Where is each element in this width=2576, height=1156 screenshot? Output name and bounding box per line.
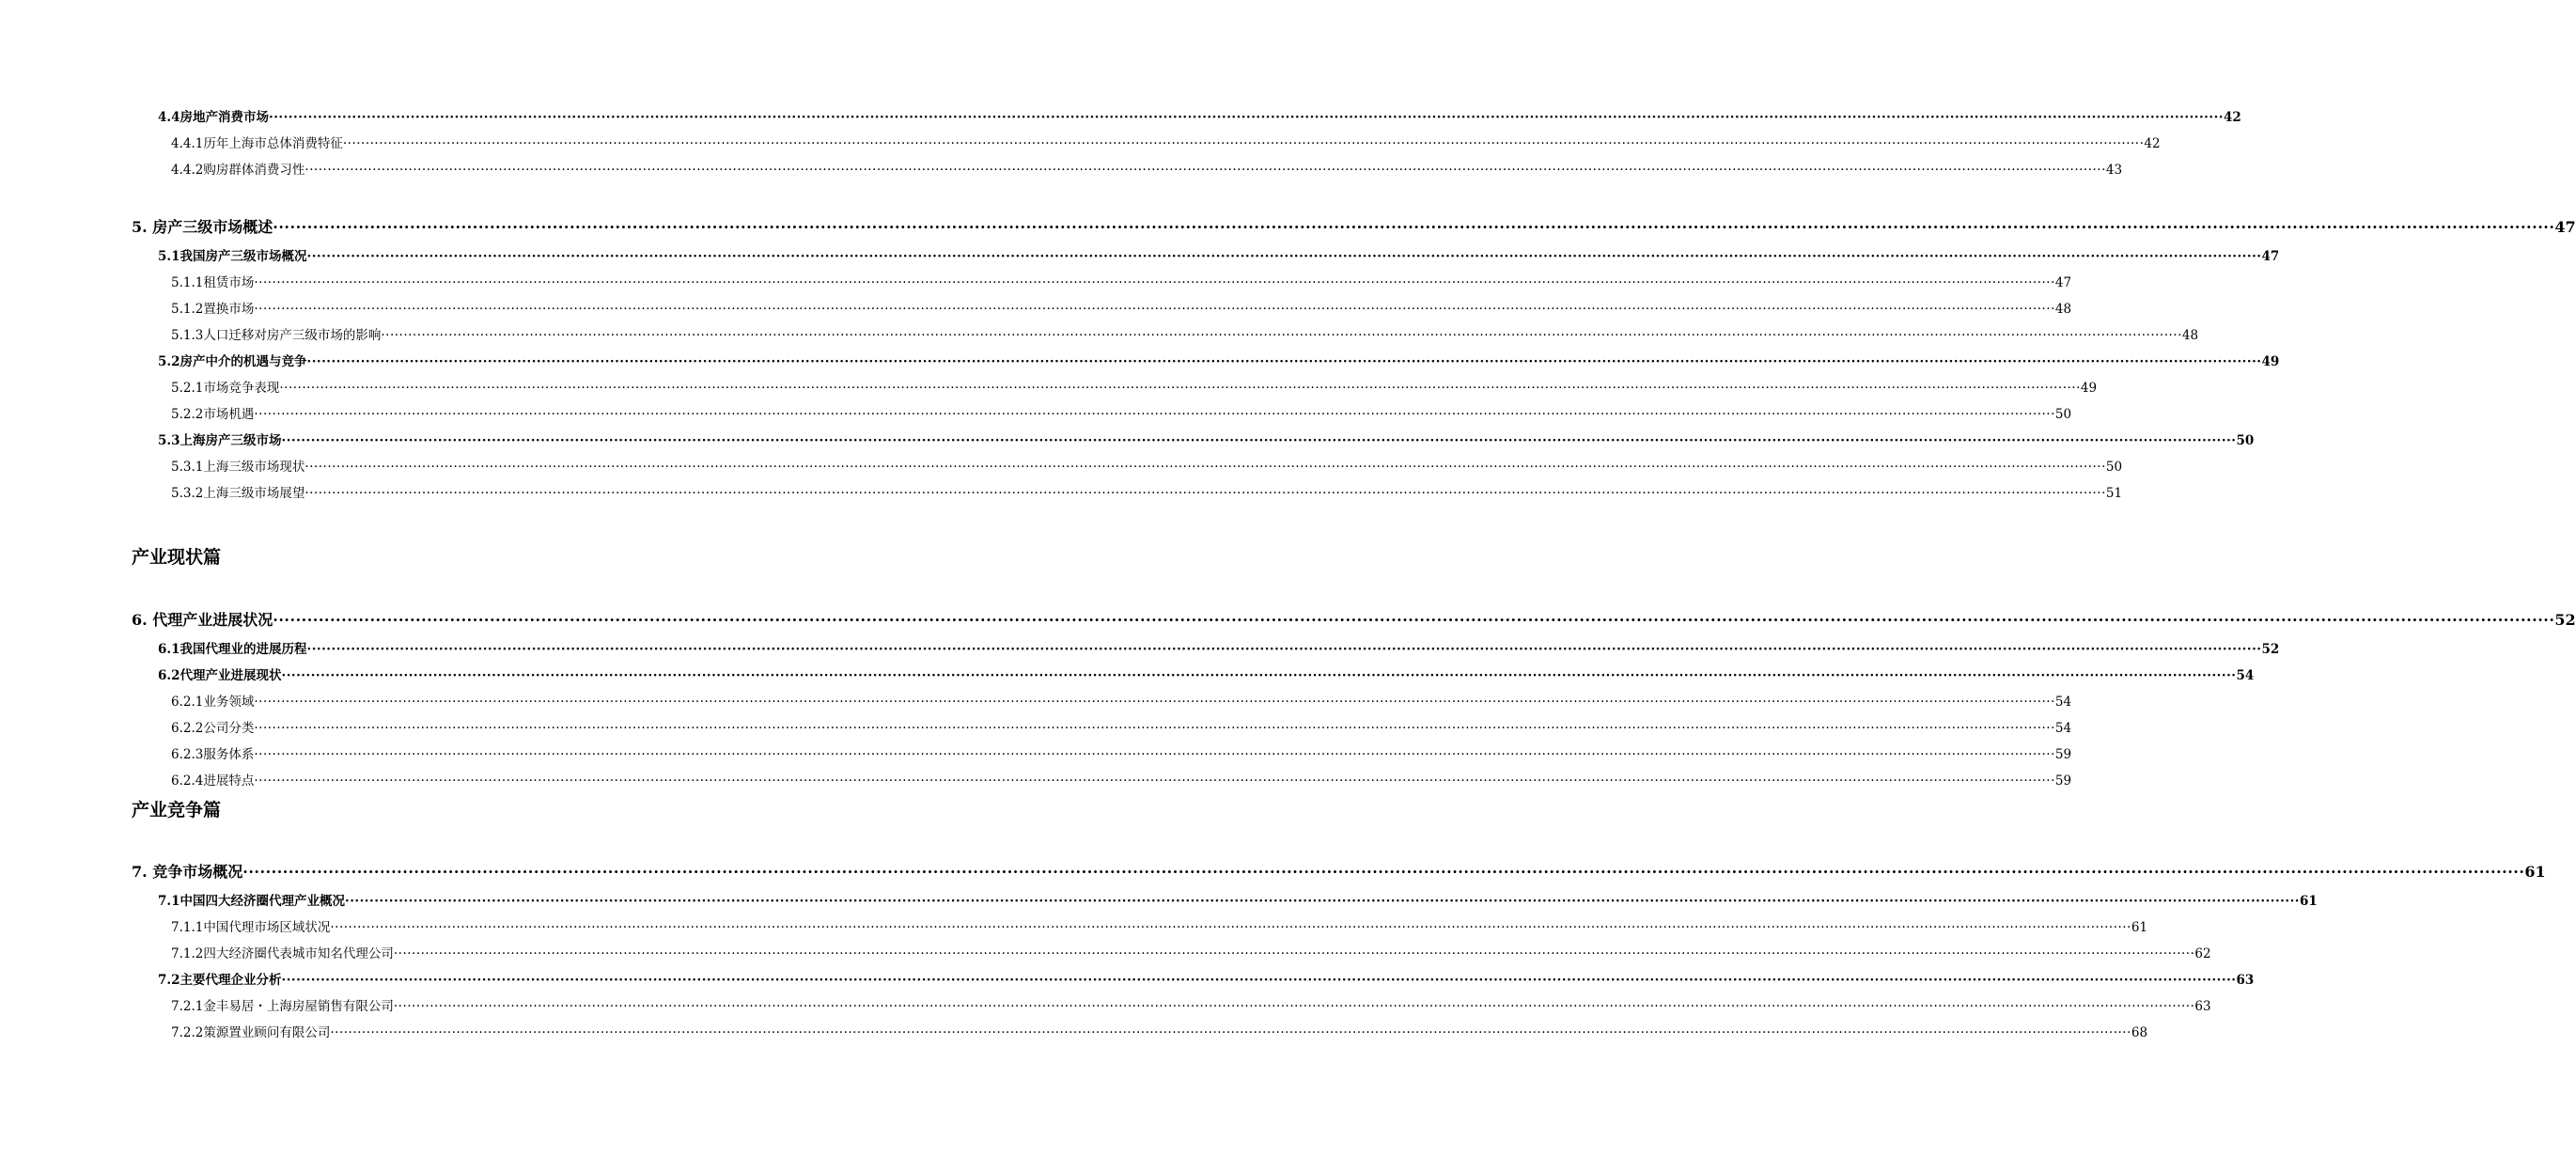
toc-entry-level3[interactable] [171, 916, 2148, 935]
toc-entry-level2[interactable] [158, 106, 2241, 125]
toc-entry-title: 5. 房产三级市场概述 [132, 218, 273, 236]
toc-entry-level3[interactable] [171, 133, 2161, 151]
dot-leader: ················································································································································································································································································································································································································ [330, 1025, 2131, 1040]
toc-entry-level3[interactable] [171, 691, 2072, 710]
toc-entry-level2[interactable] [158, 890, 2318, 909]
dot-leader: ················································································································································································································································································································································································································ [393, 999, 2195, 1014]
dot-leader: ················································································································································································································································································································································································································ [281, 668, 2237, 683]
toc-entry-level3[interactable] [171, 377, 2098, 396]
toc-page-number: 42 [2223, 110, 2241, 125]
toc-page-number: 49 [2261, 354, 2280, 369]
toc-page-number: 68 [2131, 1025, 2148, 1040]
toc-entry-level2[interactable] [158, 638, 2280, 657]
toc-page-number: 59 [2054, 747, 2072, 762]
toc-entry-level2[interactable] [158, 969, 2255, 988]
toc-entry-title: 5.1我国房产三级市场概况 [158, 249, 307, 264]
toc-page-number: 48 [2054, 302, 2072, 317]
dot-leader: ················································································································································································································································································································································································································ [269, 110, 2224, 125]
toc-entry-level3[interactable] [171, 298, 2072, 317]
toc-entry-title: 5.1.2置换市场 [171, 302, 255, 317]
toc-page-number: 61 [2299, 894, 2318, 909]
toc-entry-level3[interactable] [171, 482, 2123, 501]
toc-entry-level3[interactable] [171, 272, 2072, 290]
toc-entry-title: 4.4房地产消费市场 [158, 110, 269, 125]
toc-entry-level3[interactable] [171, 717, 2072, 736]
toc-entry-title: 6.2.2公司分类 [171, 721, 255, 736]
dot-leader: ················································································································································································································································································································································································································ [304, 460, 2106, 475]
toc-entry-title: 6.2.3服务体系 [171, 747, 255, 762]
toc-entry-title: 4.4.1历年上海市总体消费特征 [171, 136, 343, 151]
toc-entry-level2[interactable] [158, 351, 2280, 369]
dot-leader: ················································································································································································································································································································································································································ [345, 894, 2300, 909]
dot-leader: ················································································································································································································································································································································································································ [273, 218, 2555, 236]
toc-page-number: 47 [2261, 249, 2280, 264]
dot-leader: ················································································································································································································································································································································································································ [304, 486, 2106, 501]
toc-entry-level3[interactable] [171, 770, 2072, 789]
toc-entry-title: 5.1.3人口迁移对房产三级市场的影响 [171, 328, 382, 343]
toc-entry-title: 7.2.1金丰易居・上海房屋销售有限公司 [171, 999, 394, 1014]
toc-page-number: 50 [2105, 460, 2123, 475]
toc-entry-level2[interactable] [158, 430, 2255, 448]
dot-leader: ················································································································································································································································································································································································································ [306, 249, 2262, 264]
toc-entry-title: 5.2.1市场竞争表现 [171, 381, 280, 396]
toc-page-number: 63 [2236, 973, 2255, 988]
toc-page-number: 62 [2194, 946, 2211, 961]
toc-entry-title: 6.2.1业务领域 [171, 695, 255, 710]
toc-page-number: 47 [2554, 218, 2576, 236]
toc-entry-level3[interactable] [171, 1022, 2148, 1040]
toc-entry-title: 7. 竞争市场概况 [132, 863, 243, 881]
toc-page-number: 51 [2105, 486, 2123, 501]
dot-leader: ················································································································································································································································································································································································································ [281, 973, 2237, 988]
dot-leader: ················································································································································································································································································································································································································ [393, 946, 2195, 961]
dot-leader: ················································································································································································································································································································································································································ [254, 407, 2055, 422]
dot-leader: ················································································································································································································································································································································································································ [279, 381, 2081, 396]
toc-entry-title: 6. 代理产业进展状况 [132, 611, 273, 629]
toc-entry-title: 5.1.1租赁市场 [171, 275, 255, 290]
toc-page-number: 42 [2144, 136, 2161, 151]
toc-entry-level3[interactable] [171, 324, 2199, 343]
toc-entry-level1[interactable] [132, 608, 2576, 629]
toc-entry-level1[interactable] [132, 860, 2546, 881]
toc-entry-title: 6.2代理产业进展现状 [158, 668, 282, 683]
dot-leader: ················································································································································································································································································································································································································ [304, 163, 2106, 178]
toc-page-number: 47 [2054, 275, 2072, 290]
toc-page-number: 59 [2054, 773, 2072, 789]
toc-entry-title: 5.3上海房产三级市场 [158, 433, 282, 448]
dot-leader: ················································································································································································································································································································································································································ [273, 611, 2555, 629]
toc-entry-title: 5.2.2市场机遇 [171, 407, 255, 422]
toc-page-number: 50 [2236, 433, 2255, 448]
toc-entry-title: 5.2房产中介的机遇与竞争 [158, 354, 307, 369]
toc-page-number: 61 [2524, 863, 2546, 881]
dot-leader: ················································································································································································································································································································································································································ [281, 433, 2237, 448]
toc-page-number: 43 [2105, 163, 2123, 178]
toc-page-number: 50 [2054, 407, 2072, 422]
dot-leader: ················································································································································································································································································································································································································ [381, 328, 2182, 343]
toc-entry-title: 7.2.2策源置业顾问有限公司 [171, 1025, 331, 1040]
toc-page-number: 61 [2131, 920, 2148, 935]
section-heading: 产业现状篇 [132, 547, 222, 568]
toc-entry-level3[interactable] [171, 743, 2072, 762]
dot-leader: ················································································································································································································································································································································································································ [330, 920, 2131, 935]
toc-entry-title: 7.2主要代理企业分析 [158, 973, 282, 988]
toc-entry-title: 7.1.1中国代理市场区域状况 [171, 920, 331, 935]
toc-entry-level2[interactable] [158, 664, 2255, 683]
dot-leader: ················································································································································································································································································································································································································ [254, 773, 2055, 789]
toc-entry-title: 5.3.2上海三级市场展望 [171, 486, 305, 501]
toc-entry-level1[interactable] [132, 215, 2576, 236]
toc-page-number: 48 [2181, 328, 2199, 343]
toc-page-number: 52 [2554, 611, 2576, 629]
dot-leader: ················································································································································································································································································································································································································ [254, 721, 2055, 736]
dot-leader: ················································································································································································································································································································································································································ [254, 302, 2055, 317]
toc-entry-level3[interactable] [171, 159, 2123, 178]
toc-page-number: 63 [2194, 999, 2211, 1014]
dot-leader: ················································································································································································································································································································································································································ [306, 642, 2262, 657]
dot-leader: ················································································································································································································································································································································································································ [254, 275, 2055, 290]
toc-page-number: 54 [2054, 695, 2072, 710]
dot-leader: ················································································································································································································································································································································································································ [242, 863, 2525, 881]
toc-entry-level3[interactable] [171, 995, 2211, 1014]
dot-leader: ················································································································································································································································································································································································································ [342, 136, 2145, 151]
toc-entry-title: 7.1中国四大经济圈代理产业概况 [158, 894, 345, 909]
toc-entry-level3[interactable] [171, 943, 2211, 961]
toc-entry-level2[interactable] [158, 245, 2280, 264]
toc-entry-title: 6.2.4进展特点 [171, 773, 255, 789]
dot-leader: ················································································································································································································································································································································································································ [254, 695, 2055, 710]
dot-leader: ················································································································································································································································································································································································································ [306, 354, 2262, 369]
dot-leader: ················································································································································································································································································································································································································ [254, 747, 2055, 762]
toc-page-number: 52 [2261, 642, 2280, 657]
toc-page-number: 54 [2236, 668, 2255, 683]
toc-entry-level3[interactable] [171, 403, 2072, 422]
toc-entry-title: 5.3.1上海三级市场现状 [171, 460, 305, 475]
toc-page-number: 49 [2080, 381, 2098, 396]
section-heading: 产业竞争篇 [132, 800, 222, 820]
toc-entry-title: 6.1我国代理业的进展历程 [158, 642, 307, 657]
toc-entry-level3[interactable] [171, 456, 2123, 475]
toc-entry-title: 7.1.2四大经济圈代表城市知名代理公司 [171, 946, 394, 961]
toc-entry-title: 4.4.2购房群体消费习性 [171, 163, 305, 178]
toc-page-number: 54 [2054, 721, 2072, 736]
